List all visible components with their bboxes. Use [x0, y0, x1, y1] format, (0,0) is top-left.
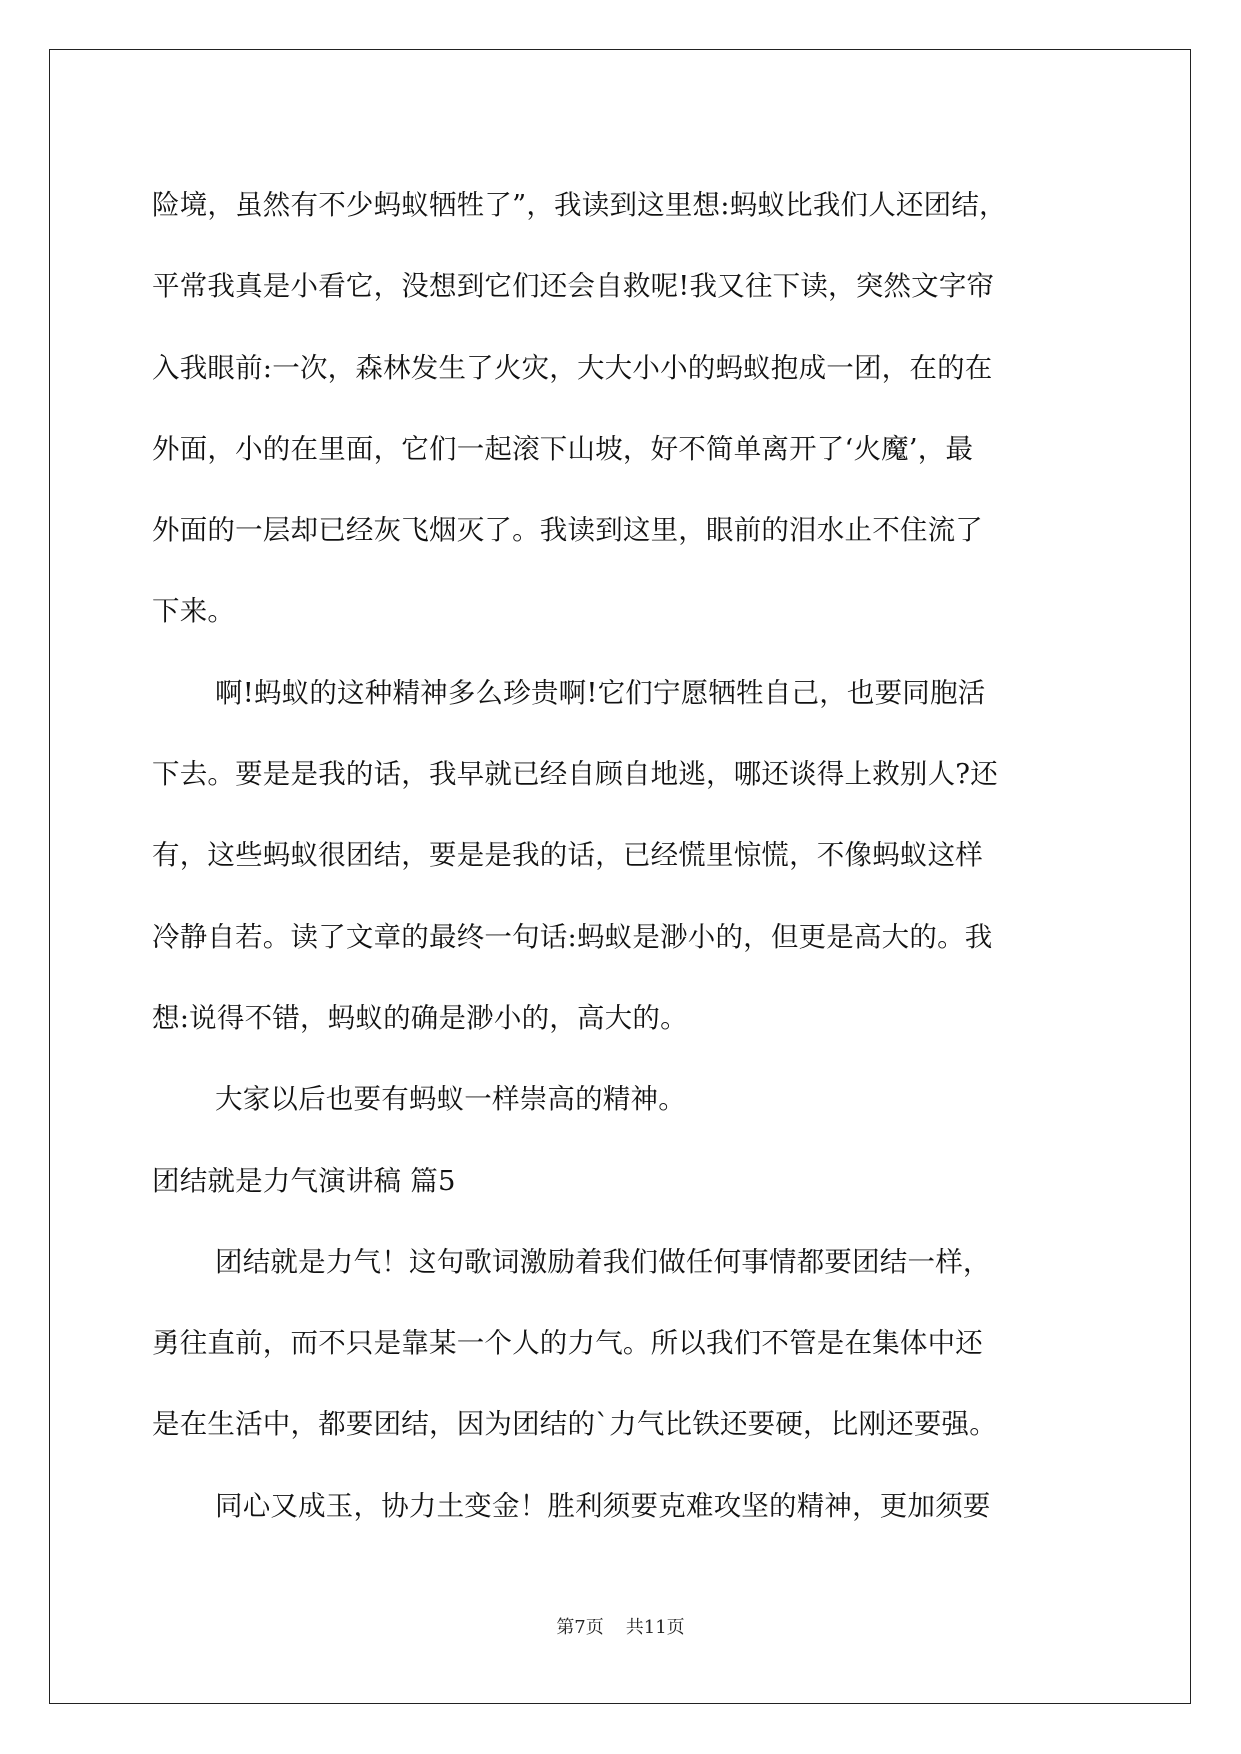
text-line: 是在生活中，都要团结，因为团结的`力气比铁还要硬，比刚还要强。 [152, 1408, 997, 1441]
text-line: 外面的一层却已经灰飞烟灭了。我读到这里，眼前的泪水止不住流了 [152, 514, 983, 547]
paragraph-start-line: 团结就是力气！这句歌词激励着我们做任何事情都要团结一样， [215, 1245, 991, 1278]
text-line: 外面，小的在里面，它们一起滚下山坡，好不简单离开了‘火魔’，最 [152, 432, 974, 465]
document-body [152, 165, 1092, 1547]
text-line: 勇往直前，而不只是靠某一个人的力气。所以我们不管是在集体中还 [152, 1327, 983, 1360]
text-line: 有，这些蚂蚁很团结，要是是我的话，已经慌里惊慌，不像蚂蚁这样 [152, 839, 983, 872]
text-line: 平常我真是小看它，没想到它们还会自救呢!我又往下读，突然文字帘 [152, 270, 995, 303]
total-pages: 共11页 [625, 1617, 685, 1638]
paragraph-start-line: 啊!蚂蚁的这种精神多么珍贵啊!它们宁愿牺牲自己，也要同胞活 [215, 676, 986, 709]
page-number: 第7页 [556, 1617, 604, 1638]
page-footer [0, 1613, 1241, 1639]
text-line: 下来。 [152, 595, 236, 628]
text-line: 想:说得不错，蚂蚁的确是渺小的，高大的。 [152, 1001, 688, 1034]
text-line: 入我眼前:一次，森林发生了火灾，大大小小的蚂蚁抱成一团，在的在 [152, 351, 993, 384]
paragraph-start-line: 同心又成玉，协力土变金！胜利须要克难攻坚的精神，更加须要 [215, 1489, 991, 1522]
text-line: 下去。要是是我的话，我早就已经自顾自地逃，哪还谈得上救别人?还 [152, 758, 998, 791]
text-line: 冷静自若。读了文章的最终一句话:蚂蚁是渺小的，但更是高大的。我 [152, 920, 993, 953]
section-heading: 团结就是力气演讲稿 篇5 [152, 1164, 456, 1197]
paragraph-start-line: 大家以后也要有蚂蚁一样崇高的精神。 [215, 1083, 686, 1116]
text-line: 险境，虽然有不少蚂蚁牺牲了”，我读到这里想:蚂蚁比我们人还团结， [152, 189, 1007, 221]
